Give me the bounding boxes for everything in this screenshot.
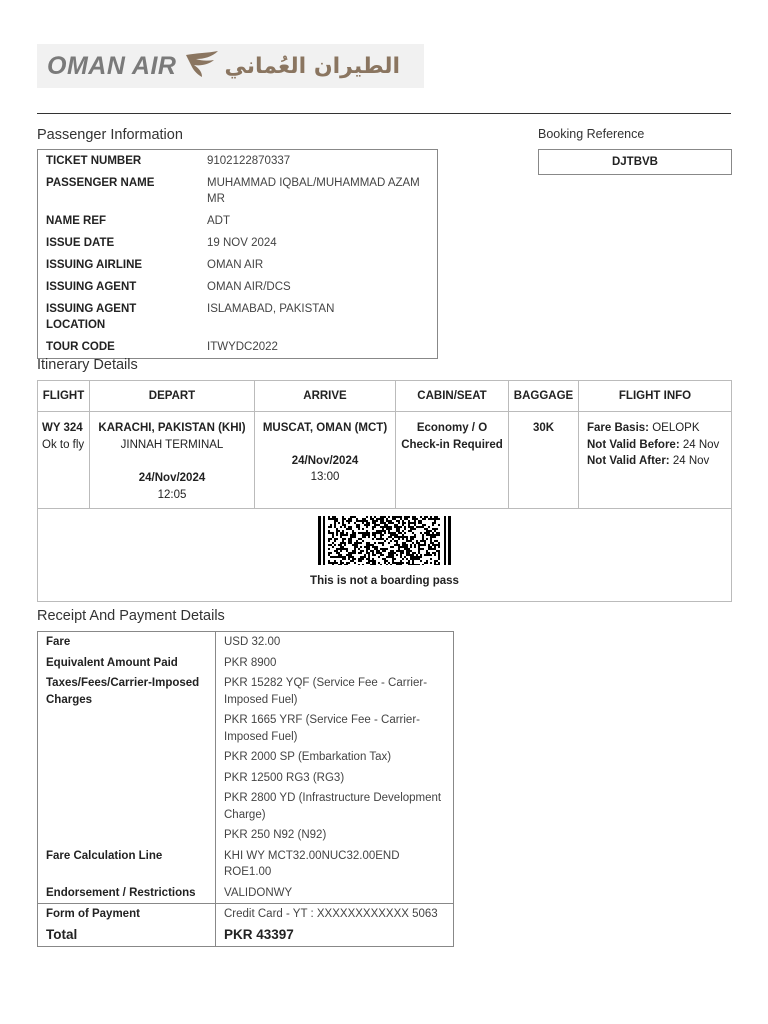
header-divider — [37, 113, 731, 114]
passenger-section-title: Passenger Information — [37, 127, 183, 143]
passenger-info-value: 9102122870337 — [207, 155, 291, 167]
passenger-info-row — [38, 254, 438, 276]
fare-row — [38, 632, 454, 653]
barcode-cell — [38, 509, 732, 602]
depart-date: 24/Nov/2024 — [138, 472, 206, 484]
taxes-list — [216, 673, 454, 846]
passenger-info-label: ISSUING AGENT — [46, 281, 137, 293]
header-arrive: ARRIVE — [255, 381, 396, 412]
passenger-info-value: ITWYDC2022 — [207, 341, 278, 353]
passenger-info-label: ISSUE DATE — [46, 237, 115, 249]
equivalent-value: PKR 8900 — [224, 656, 277, 669]
passenger-info-label: PASSENGER NAME — [46, 177, 155, 189]
baggage-cell — [509, 412, 579, 509]
tax-item: PKR 2800 YD (Infrastructure Development Charge) — [224, 792, 442, 821]
total-label: Total — [38, 925, 216, 947]
checkin-note: Check-in Required — [401, 438, 503, 451]
equivalent-label: Equivalent Amount Paid — [38, 653, 216, 674]
depart-terminal: JINNAH TERMINAL — [120, 438, 224, 451]
passenger-info-label: TOUR CODE — [46, 341, 115, 353]
barcode-image — [318, 516, 452, 565]
taxes-row — [38, 673, 454, 846]
header-cabin-seat: CABIN/SEAT — [396, 381, 509, 412]
cabin-class: Economy / O — [416, 422, 488, 434]
fare-value: USD 32.00 — [224, 636, 281, 648]
passenger-info-value: OMAN AIR/DCS — [207, 281, 291, 293]
header-baggage: BAGGAGE — [509, 381, 579, 412]
passenger-info-row — [38, 172, 438, 210]
equivalent-row — [38, 653, 454, 674]
passenger-info-label: ISSUING AGENT LOCATION — [46, 303, 137, 331]
depart-time: 12:05 — [157, 488, 187, 501]
arrive-city: MUSCAT, OMAN (MCT) — [262, 422, 388, 434]
barcode-note: This is not a boarding pass — [310, 574, 459, 587]
itinerary-table — [37, 380, 732, 602]
arrive-cell — [255, 412, 396, 509]
endorsement-value: VALIDONWY — [224, 886, 293, 899]
passenger-info-row — [38, 298, 438, 336]
not-valid-before-label: Not Valid Before: — [587, 438, 680, 451]
header-flight: FLIGHT — [38, 381, 90, 412]
flight-row — [38, 412, 732, 509]
fare-basis-label: Fare Basis: — [587, 422, 650, 434]
passenger-info-value: ISLAMABAD, PAKISTAN — [207, 303, 335, 315]
passenger-info-value: OMAN AIR — [207, 259, 264, 271]
logo-text-english: OMAN AIR — [47, 51, 177, 80]
baggage-allowance: 30K — [532, 422, 555, 434]
oman-air-emblem-icon — [182, 49, 220, 83]
passenger-info-value: ADT — [207, 215, 230, 227]
total-value: PKR 43397 — [224, 926, 294, 942]
depart-cell — [90, 412, 255, 509]
payment-label: Form of Payment — [38, 904, 216, 925]
not-valid-after-label: Not Valid After: — [587, 455, 670, 467]
oman-air-logo — [37, 44, 424, 88]
flight-status: Ok to fly — [42, 438, 85, 451]
fare-basis-value: OELOPK — [652, 422, 700, 434]
passenger-info-table — [37, 149, 438, 359]
passenger-info-label: NAME REF — [46, 215, 107, 227]
flight-number: WY 324 — [42, 422, 83, 434]
passenger-info-value: MUHAMMAD IQBAL/MUHAMMAD AZAM MR — [207, 177, 420, 205]
flight-cell — [38, 412, 90, 509]
endorsement-row — [38, 883, 454, 904]
barcode-row — [38, 509, 732, 602]
endorsement-label: Endorsement / Restrictions — [38, 883, 216, 904]
header-flight-info: FLIGHT INFO — [579, 381, 732, 412]
tax-item: PKR 2000 SP (Embarkation Tax) — [224, 751, 392, 763]
passenger-info-row — [38, 232, 438, 254]
passenger-info-row — [38, 336, 438, 359]
passenger-info-row — [38, 150, 438, 173]
fare-label: Fare — [38, 632, 216, 653]
header-depart: DEPART — [90, 381, 255, 412]
arrive-date: 24/Nov/2024 — [291, 454, 359, 467]
depart-city: KARACHI, PAKISTAN (KHI) — [98, 422, 246, 434]
taxes-label: Taxes/Fees/Carrier-Imposed Charges — [38, 673, 216, 846]
itinerary-section-title: Itinerary Details — [37, 357, 138, 373]
fare-calculation-value: KHI WY MCT32.00NUC32.00END ROE1.00 — [224, 849, 400, 878]
booking-reference-title: Booking Reference — [538, 127, 645, 141]
tax-item: PKR 12500 RG3 (RG3) — [224, 771, 345, 784]
receipt-table — [37, 631, 454, 947]
fare-calculation-label: Fare Calculation Line — [38, 846, 216, 883]
booking-reference-value: DJTBVB — [538, 149, 732, 175]
not-valid-before-value: 24 Nov — [682, 438, 720, 451]
passenger-info-label: TICKET NUMBER — [46, 155, 142, 167]
passenger-info-row — [38, 210, 438, 232]
fare-calculation-row — [38, 846, 454, 883]
passenger-info-value: 19 NOV 2024 — [207, 237, 277, 249]
cabin-cell — [396, 412, 509, 509]
tax-item: PKR 250 N92 (N92) — [224, 829, 327, 841]
arrive-time: 13:00 — [310, 471, 340, 483]
receipt-section-title: Receipt And Payment Details — [37, 608, 225, 624]
flight-info-cell — [579, 412, 732, 509]
payment-row — [38, 904, 454, 925]
passenger-info-label: ISSUING AIRLINE — [46, 259, 143, 271]
total-row — [38, 925, 454, 947]
payment-value: Credit Card - YT : XXXXXXXXXXXX 5063 — [216, 904, 454, 925]
not-valid-after-value: 24 Nov — [672, 455, 710, 467]
tax-item: PKR 15282 YQF (Service Fee - Carrier-Imposed Fuel) — [224, 677, 428, 706]
tax-item: PKR 1665 YRF (Service Fee - Carrier-Imposed Fuel) — [224, 714, 420, 743]
logo-text-arabic: الطيران العُماني — [224, 53, 401, 79]
passenger-info-row — [38, 276, 438, 298]
